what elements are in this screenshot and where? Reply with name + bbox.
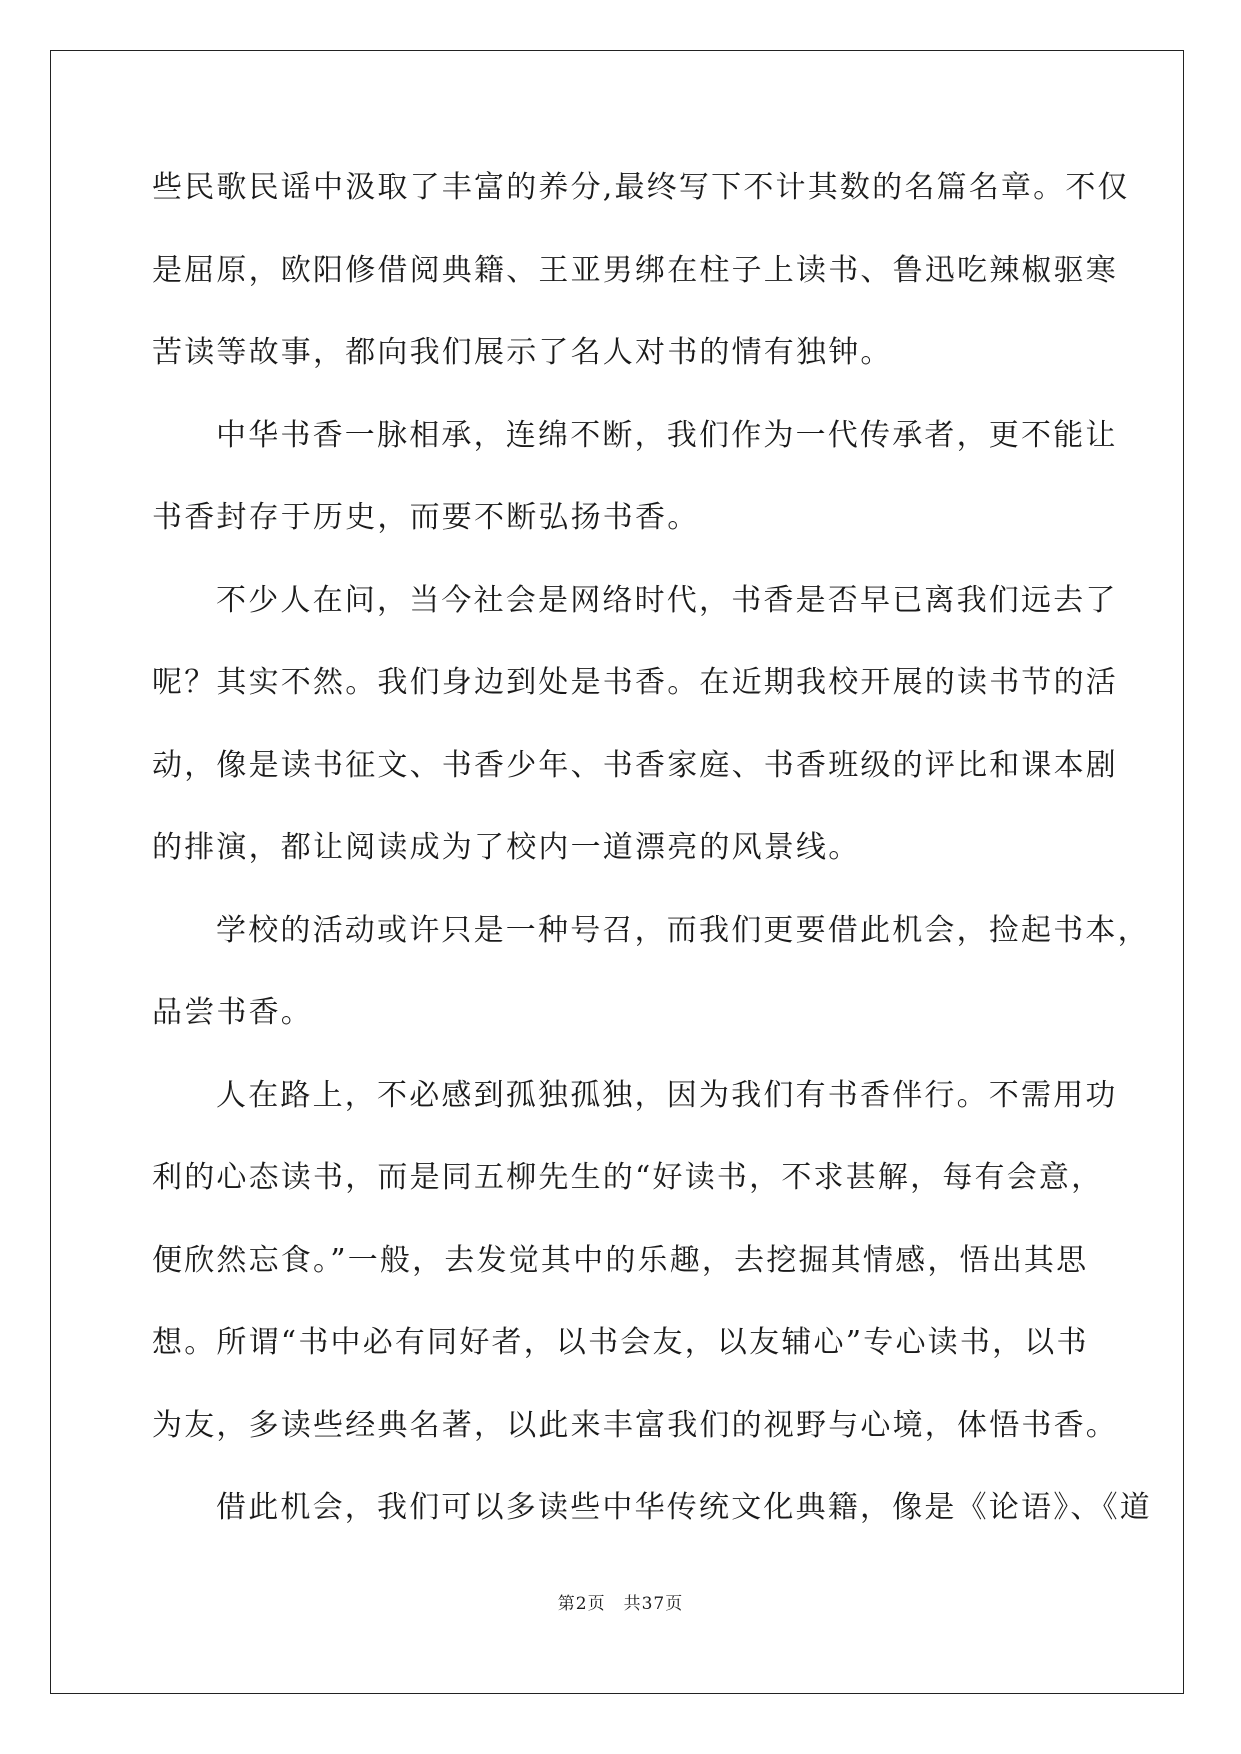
body-line: 呢？其实不然。我们身边到处是书香。在近期我校开展的读书节的活 xyxy=(152,665,1118,700)
page-total: 共37页 xyxy=(623,1594,684,1614)
body-line: 的排演，都让阅读成为了校内一道漂亮的风景线。 xyxy=(152,830,861,865)
paragraph-first-line: 不少人在问，当今社会是网络时代，书香是否早已离我们远去了 xyxy=(216,583,1118,618)
body-line: 利的心态读书，而是同五柳先生的“好读书，不求甚解，每有会意， xyxy=(152,1160,1104,1195)
body-line: 想。所谓“书中必有同好者，以书会友，以友辅心”专心读书，以书 xyxy=(152,1325,1089,1360)
body-line: 是屈原，欧阳修借阅典籍、王亚男绑在柱子上读书、鲁迅吃辣椒驱寒 xyxy=(152,253,1118,288)
body-line: 品尝书香。 xyxy=(152,995,313,1030)
body-line: 书香封存于历史，而要不断弘扬书香。 xyxy=(152,500,700,535)
paragraph-first-line: 中华书香一脉相承，连绵不断，我们作为一代传承者，更不能让 xyxy=(216,418,1118,453)
body-line: 苦读等故事，都向我们展示了名人对书的情有独钟。 xyxy=(152,335,893,370)
body-line: 为友，多读些经典名著，以此来丰富我们的视野与心境，体悟书香。 xyxy=(152,1408,1118,1443)
page-footer xyxy=(0,1592,1241,1616)
paragraph-first-line: 学校的活动或许只是一种号召，而我们更要借此机会，捡起书本， xyxy=(216,913,1150,948)
page-border xyxy=(50,50,1184,1694)
body-line: 动，像是读书征文、书香少年、书香家庭、书香班级的评比和课本剧 xyxy=(152,748,1118,783)
paragraph-first-line: 人在路上，不必感到孤独孤独，因为我们有书香伴行。不需用功 xyxy=(216,1078,1118,1113)
page-number: 第2页 xyxy=(557,1594,606,1614)
body-line: 些民歌民谣中汲取了丰富的养分,最终写下不计其数的名篇名章。不仅 xyxy=(152,170,1130,205)
body-line: 便欣然忘食。”一般，去发觉其中的乐趣，去挖掘其情感，悟出其思 xyxy=(152,1243,1089,1278)
paragraph-first-line: 借此机会，我们可以多读些中华传统文化典籍，像是《论语》、《道 xyxy=(216,1490,1152,1525)
